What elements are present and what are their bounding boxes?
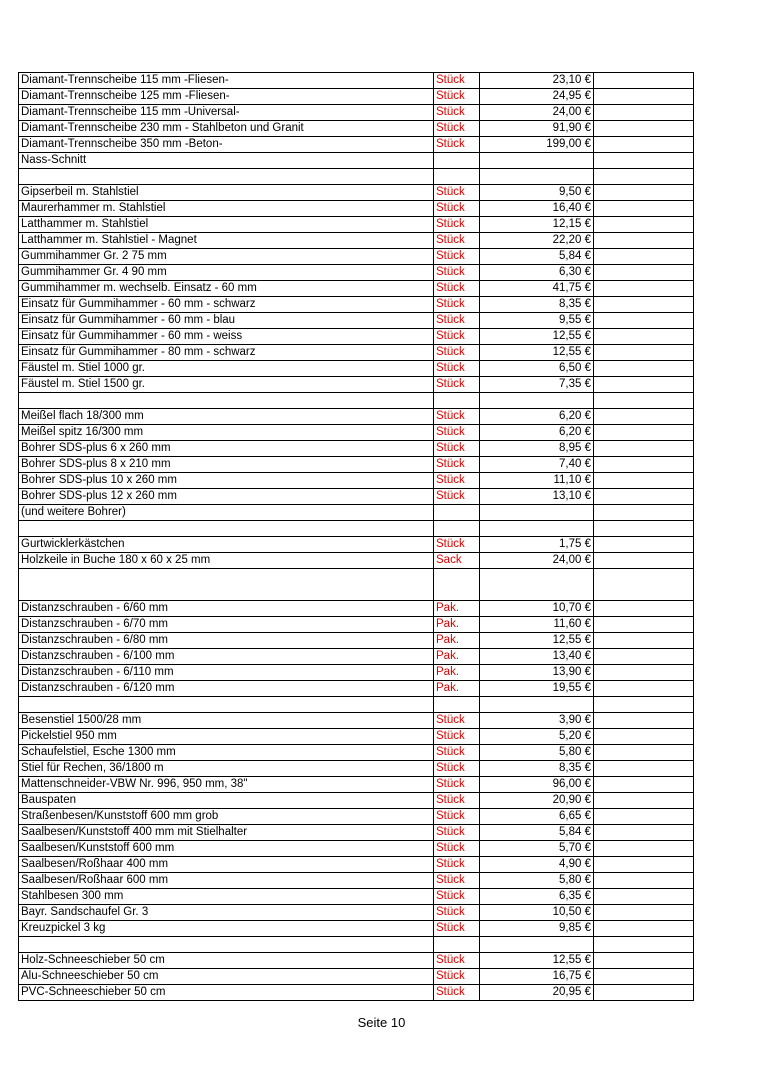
item-price: 19,55 € xyxy=(480,681,594,697)
item-unit xyxy=(434,153,480,169)
empty-cell xyxy=(594,745,694,761)
item-description: Kreuzpickel 3 kg xyxy=(19,921,434,937)
item-unit: Stück xyxy=(434,745,480,761)
table-row xyxy=(19,569,694,601)
table-row xyxy=(19,633,694,649)
table-row xyxy=(19,873,694,889)
item-price: 6,35 € xyxy=(480,889,594,905)
item-unit: Stück xyxy=(434,889,480,905)
item-unit: Stück xyxy=(434,809,480,825)
empty-cell xyxy=(594,697,694,713)
empty-cell xyxy=(594,985,694,1001)
item-price: 41,75 € xyxy=(480,281,594,297)
item-price xyxy=(480,569,594,601)
item-description: Distanzschrauben - 6/110 mm xyxy=(19,665,434,681)
item-price xyxy=(480,169,594,185)
empty-cell xyxy=(594,121,694,137)
item-unit: Stück xyxy=(434,841,480,857)
empty-cell xyxy=(594,441,694,457)
empty-cell xyxy=(594,297,694,313)
item-unit: Stück xyxy=(434,217,480,233)
table-row xyxy=(19,265,694,281)
table-row xyxy=(19,729,694,745)
table-row xyxy=(19,393,694,409)
item-description: Gummihammer Gr. 4 90 mm xyxy=(19,265,434,281)
item-description xyxy=(19,697,434,713)
table-row xyxy=(19,857,694,873)
item-price: 12,55 € xyxy=(480,345,594,361)
item-description: Distanzschrauben - 6/80 mm xyxy=(19,633,434,649)
item-unit: Stück xyxy=(434,121,480,137)
item-unit: Stück xyxy=(434,313,480,329)
item-price: 5,84 € xyxy=(480,249,594,265)
item-description: Gummihammer Gr. 2 75 mm xyxy=(19,249,434,265)
price-table-body xyxy=(19,73,694,1001)
item-unit: Stück xyxy=(434,473,480,489)
item-price xyxy=(480,697,594,713)
item-unit: Pak. xyxy=(434,665,480,681)
empty-cell xyxy=(594,73,694,89)
item-unit: Stück xyxy=(434,425,480,441)
empty-cell xyxy=(594,841,694,857)
table-row xyxy=(19,777,694,793)
empty-cell xyxy=(594,409,694,425)
empty-cell xyxy=(594,249,694,265)
item-price: 1,75 € xyxy=(480,537,594,553)
item-description: (und weitere Bohrer) xyxy=(19,505,434,521)
item-unit: Stück xyxy=(434,377,480,393)
empty-cell xyxy=(594,265,694,281)
empty-cell xyxy=(594,665,694,681)
item-unit xyxy=(434,937,480,953)
item-price: 24,00 € xyxy=(480,553,594,569)
item-price: 199,00 € xyxy=(480,137,594,153)
empty-cell xyxy=(594,489,694,505)
item-description xyxy=(19,569,434,601)
item-price: 5,84 € xyxy=(480,825,594,841)
item-price: 4,90 € xyxy=(480,857,594,873)
empty-cell xyxy=(594,217,694,233)
item-unit: Stück xyxy=(434,297,480,313)
table-row xyxy=(19,297,694,313)
item-unit: Pak. xyxy=(434,617,480,633)
item-unit: Stück xyxy=(434,233,480,249)
item-description: PVC-Schneeschieber 50 cm xyxy=(19,985,434,1001)
empty-cell xyxy=(594,329,694,345)
empty-cell xyxy=(594,633,694,649)
table-row xyxy=(19,825,694,841)
item-unit xyxy=(434,521,480,537)
empty-cell xyxy=(594,761,694,777)
item-unit: Stück xyxy=(434,73,480,89)
table-row xyxy=(19,937,694,953)
table-row xyxy=(19,185,694,201)
item-price: 6,65 € xyxy=(480,809,594,825)
item-description: Stiel für Rechen, 36/1800 m xyxy=(19,761,434,777)
item-description: Bohrer SDS-plus 12 x 260 mm xyxy=(19,489,434,505)
table-row xyxy=(19,553,694,569)
item-description xyxy=(19,169,434,185)
item-description: Fäustel m. Stiel 1000 gr. xyxy=(19,361,434,377)
item-price: 5,80 € xyxy=(480,873,594,889)
item-description: Meißel spitz 16/300 mm xyxy=(19,425,434,441)
table-row xyxy=(19,649,694,665)
empty-cell xyxy=(594,937,694,953)
table-row xyxy=(19,761,694,777)
item-price: 6,50 € xyxy=(480,361,594,377)
item-price: 16,75 € xyxy=(480,969,594,985)
table-row xyxy=(19,425,694,441)
item-unit: Stück xyxy=(434,345,480,361)
item-unit xyxy=(434,169,480,185)
item-price: 8,35 € xyxy=(480,761,594,777)
item-price: 5,80 € xyxy=(480,745,594,761)
item-description: Gummihammer m. wechselb. Einsatz - 60 mm xyxy=(19,281,434,297)
table-row xyxy=(19,137,694,153)
empty-cell xyxy=(594,953,694,969)
empty-cell xyxy=(594,361,694,377)
empty-cell xyxy=(594,809,694,825)
item-price xyxy=(480,153,594,169)
item-description: Bayr. Sandschaufel Gr. 3 xyxy=(19,905,434,921)
item-price xyxy=(480,937,594,953)
empty-cell xyxy=(594,569,694,601)
item-price: 11,10 € xyxy=(480,473,594,489)
item-description: Nass-Schnitt xyxy=(19,153,434,169)
empty-cell xyxy=(594,681,694,697)
item-description: Pickelstiel 950 mm xyxy=(19,729,434,745)
item-description: Gipserbeil m. Stahlstiel xyxy=(19,185,434,201)
item-price: 11,60 € xyxy=(480,617,594,633)
empty-cell xyxy=(594,105,694,121)
item-price: 6,20 € xyxy=(480,425,594,441)
item-unit: Stück xyxy=(434,185,480,201)
table-row xyxy=(19,281,694,297)
item-unit: Stück xyxy=(434,953,480,969)
item-description: Diamant-Trennscheibe 115 mm -Fliesen- xyxy=(19,73,434,89)
item-price xyxy=(480,505,594,521)
item-price: 5,70 € xyxy=(480,841,594,857)
empty-cell xyxy=(594,617,694,633)
item-description: Fäustel m. Stiel 1500 gr. xyxy=(19,377,434,393)
empty-cell xyxy=(594,185,694,201)
table-row xyxy=(19,905,694,921)
empty-cell xyxy=(594,473,694,489)
item-unit xyxy=(434,569,480,601)
item-unit: Stück xyxy=(434,921,480,937)
item-description: Diamant-Trennscheibe 125 mm -Fliesen- xyxy=(19,89,434,105)
item-unit: Stück xyxy=(434,105,480,121)
empty-cell xyxy=(594,793,694,809)
item-unit: Stück xyxy=(434,793,480,809)
item-unit xyxy=(434,505,480,521)
item-description: Bohrer SDS-plus 6 x 260 mm xyxy=(19,441,434,457)
item-description: Einsatz für Gummihammer - 80 mm - schwarz xyxy=(19,345,434,361)
table-row xyxy=(19,537,694,553)
table-row xyxy=(19,73,694,89)
item-description: Diamant-Trennscheibe 350 mm -Beton- xyxy=(19,137,434,153)
table-row xyxy=(19,665,694,681)
item-price: 96,00 € xyxy=(480,777,594,793)
item-price: 12,55 € xyxy=(480,633,594,649)
table-row xyxy=(19,153,694,169)
table-row xyxy=(19,233,694,249)
empty-cell xyxy=(594,537,694,553)
item-price: 13,40 € xyxy=(480,649,594,665)
table-row xyxy=(19,841,694,857)
table-row xyxy=(19,201,694,217)
item-price: 24,00 € xyxy=(480,105,594,121)
table-row xyxy=(19,105,694,121)
empty-cell xyxy=(594,505,694,521)
item-unit: Stück xyxy=(434,761,480,777)
item-description: Gurtwicklerkästchen xyxy=(19,537,434,553)
item-price: 13,90 € xyxy=(480,665,594,681)
page-number: Seite 10 xyxy=(357,1015,406,1030)
item-unit: Stück xyxy=(434,873,480,889)
item-price: 24,95 € xyxy=(480,89,594,105)
item-price xyxy=(480,521,594,537)
item-description: Mattenschneider-VBW Nr. 996, 950 mm, 38" xyxy=(19,777,434,793)
item-description xyxy=(19,937,434,953)
item-description: Einsatz für Gummihammer - 60 mm - schwarz xyxy=(19,297,434,313)
item-description: Stahlbesen 300 mm xyxy=(19,889,434,905)
item-unit: Stück xyxy=(434,713,480,729)
item-unit: Stück xyxy=(434,969,480,985)
table-row xyxy=(19,985,694,1001)
item-description: Saalbesen/Kunststoff 400 mm mit Stielhalter xyxy=(19,825,434,841)
table-row xyxy=(19,697,694,713)
item-description: Distanzschrauben - 6/60 mm xyxy=(19,601,434,617)
empty-cell xyxy=(594,873,694,889)
table-row xyxy=(19,169,694,185)
empty-cell xyxy=(594,393,694,409)
item-unit: Stück xyxy=(434,409,480,425)
item-price: 10,50 € xyxy=(480,905,594,921)
item-description xyxy=(19,521,434,537)
item-unit: Stück xyxy=(434,729,480,745)
item-unit: Pak. xyxy=(434,633,480,649)
empty-cell xyxy=(594,201,694,217)
item-price: 8,35 € xyxy=(480,297,594,313)
empty-cell xyxy=(594,601,694,617)
empty-cell xyxy=(594,345,694,361)
item-unit xyxy=(434,393,480,409)
table-row xyxy=(19,969,694,985)
item-price: 16,40 € xyxy=(480,201,594,217)
item-price: 9,50 € xyxy=(480,185,594,201)
item-price: 9,85 € xyxy=(480,921,594,937)
item-unit: Pak. xyxy=(434,681,480,697)
item-description: Bauspaten xyxy=(19,793,434,809)
item-unit: Stück xyxy=(434,857,480,873)
item-description: Latthammer m. Stahlstiel xyxy=(19,217,434,233)
item-unit: Pak. xyxy=(434,649,480,665)
item-unit: Stück xyxy=(434,249,480,265)
item-description: Latthammer m. Stahlstiel - Magnet xyxy=(19,233,434,249)
empty-cell xyxy=(594,921,694,937)
empty-cell xyxy=(594,233,694,249)
table-row xyxy=(19,377,694,393)
table-row xyxy=(19,249,694,265)
empty-cell xyxy=(594,905,694,921)
item-unit: Stück xyxy=(434,137,480,153)
item-price xyxy=(480,393,594,409)
item-description: Besenstiel 1500/28 mm xyxy=(19,713,434,729)
item-price: 10,70 € xyxy=(480,601,594,617)
item-description: Maurerhammer m. Stahlstiel xyxy=(19,201,434,217)
item-unit: Stück xyxy=(434,905,480,921)
empty-cell xyxy=(594,777,694,793)
item-description: Einsatz für Gummihammer - 60 mm - weiss xyxy=(19,329,434,345)
item-description xyxy=(19,393,434,409)
table-row xyxy=(19,121,694,137)
item-description: Saalbesen/Roßhaar 600 mm xyxy=(19,873,434,889)
item-description: Saalbesen/Kunststoff 600 mm xyxy=(19,841,434,857)
item-description: Diamant-Trennscheibe 115 mm -Universal- xyxy=(19,105,434,121)
table-row xyxy=(19,329,694,345)
item-description: Distanzschrauben - 6/120 mm xyxy=(19,681,434,697)
item-price: 7,35 € xyxy=(480,377,594,393)
table-row xyxy=(19,361,694,377)
price-table xyxy=(18,72,694,1001)
item-description: Bohrer SDS-plus 10 x 260 mm xyxy=(19,473,434,489)
item-price: 13,10 € xyxy=(480,489,594,505)
item-description: Bohrer SDS-plus 8 x 210 mm xyxy=(19,457,434,473)
empty-cell xyxy=(594,857,694,873)
table-row xyxy=(19,521,694,537)
empty-cell xyxy=(594,153,694,169)
item-unit: Pak. xyxy=(434,601,480,617)
item-price: 23,10 € xyxy=(480,73,594,89)
empty-cell xyxy=(594,89,694,105)
item-unit: Stück xyxy=(434,457,480,473)
item-description: Schaufelstiel, Esche 1300 mm xyxy=(19,745,434,761)
item-description: Straßenbesen/Kunststoff 600 mm grob xyxy=(19,809,434,825)
item-price: 9,55 € xyxy=(480,313,594,329)
item-unit: Stück xyxy=(434,985,480,1001)
table-row xyxy=(19,489,694,505)
table-row xyxy=(19,745,694,761)
item-price: 8,95 € xyxy=(480,441,594,457)
empty-cell xyxy=(594,553,694,569)
item-unit: Stück xyxy=(434,265,480,281)
item-description: Diamant-Trennscheibe 230 mm - Stahlbeton und Granit xyxy=(19,121,434,137)
item-description: Distanzschrauben - 6/70 mm xyxy=(19,617,434,633)
empty-cell xyxy=(594,313,694,329)
empty-cell xyxy=(594,889,694,905)
table-row xyxy=(19,713,694,729)
item-unit: Sack xyxy=(434,553,480,569)
item-price: 20,90 € xyxy=(480,793,594,809)
item-unit: Stück xyxy=(434,537,480,553)
empty-cell xyxy=(594,825,694,841)
table-row xyxy=(19,921,694,937)
item-unit: Stück xyxy=(434,329,480,345)
item-description: Holzkeile in Buche 180 x 60 x 25 mm xyxy=(19,553,434,569)
empty-cell xyxy=(594,969,694,985)
empty-cell xyxy=(594,521,694,537)
table-row xyxy=(19,473,694,489)
table-row xyxy=(19,601,694,617)
item-description: Distanzschrauben - 6/100 mm xyxy=(19,649,434,665)
empty-cell xyxy=(594,169,694,185)
item-description: Einsatz für Gummihammer - 60 mm - blau xyxy=(19,313,434,329)
table-row xyxy=(19,409,694,425)
empty-cell xyxy=(594,377,694,393)
item-price: 12,55 € xyxy=(480,329,594,345)
item-description: Holz-Schneeschieber 50 cm xyxy=(19,953,434,969)
item-unit xyxy=(434,697,480,713)
table-row xyxy=(19,89,694,105)
item-price: 6,30 € xyxy=(480,265,594,281)
table-row xyxy=(19,505,694,521)
item-price: 7,40 € xyxy=(480,457,594,473)
item-description: Alu-Schneeschieber 50 cm xyxy=(19,969,434,985)
item-price: 6,20 € xyxy=(480,409,594,425)
item-price: 5,20 € xyxy=(480,729,594,745)
empty-cell xyxy=(594,425,694,441)
table-row xyxy=(19,345,694,361)
empty-cell xyxy=(594,457,694,473)
table-row xyxy=(19,457,694,473)
item-price: 12,55 € xyxy=(480,953,594,969)
item-price: 91,90 € xyxy=(480,121,594,137)
item-unit: Stück xyxy=(434,201,480,217)
item-price: 12,15 € xyxy=(480,217,594,233)
empty-cell xyxy=(594,649,694,665)
empty-cell xyxy=(594,137,694,153)
item-unit: Stück xyxy=(434,489,480,505)
item-price: 20,95 € xyxy=(480,985,594,1001)
empty-cell xyxy=(594,729,694,745)
table-row xyxy=(19,793,694,809)
item-description: Meißel flach 18/300 mm xyxy=(19,409,434,425)
item-price: 3,90 € xyxy=(480,713,594,729)
item-price: 22,20 € xyxy=(480,233,594,249)
empty-cell xyxy=(594,281,694,297)
item-unit: Stück xyxy=(434,361,480,377)
table-row xyxy=(19,809,694,825)
item-description: Saalbesen/Roßhaar 400 mm xyxy=(19,857,434,873)
table-row xyxy=(19,217,694,233)
item-unit: Stück xyxy=(434,281,480,297)
table-row xyxy=(19,681,694,697)
item-unit: Stück xyxy=(434,89,480,105)
table-row xyxy=(19,617,694,633)
table-row xyxy=(19,313,694,329)
empty-cell xyxy=(594,713,694,729)
item-unit: Stück xyxy=(434,777,480,793)
table-row xyxy=(19,441,694,457)
table-row xyxy=(19,953,694,969)
item-unit: Stück xyxy=(434,825,480,841)
item-unit: Stück xyxy=(434,441,480,457)
table-row xyxy=(19,889,694,905)
